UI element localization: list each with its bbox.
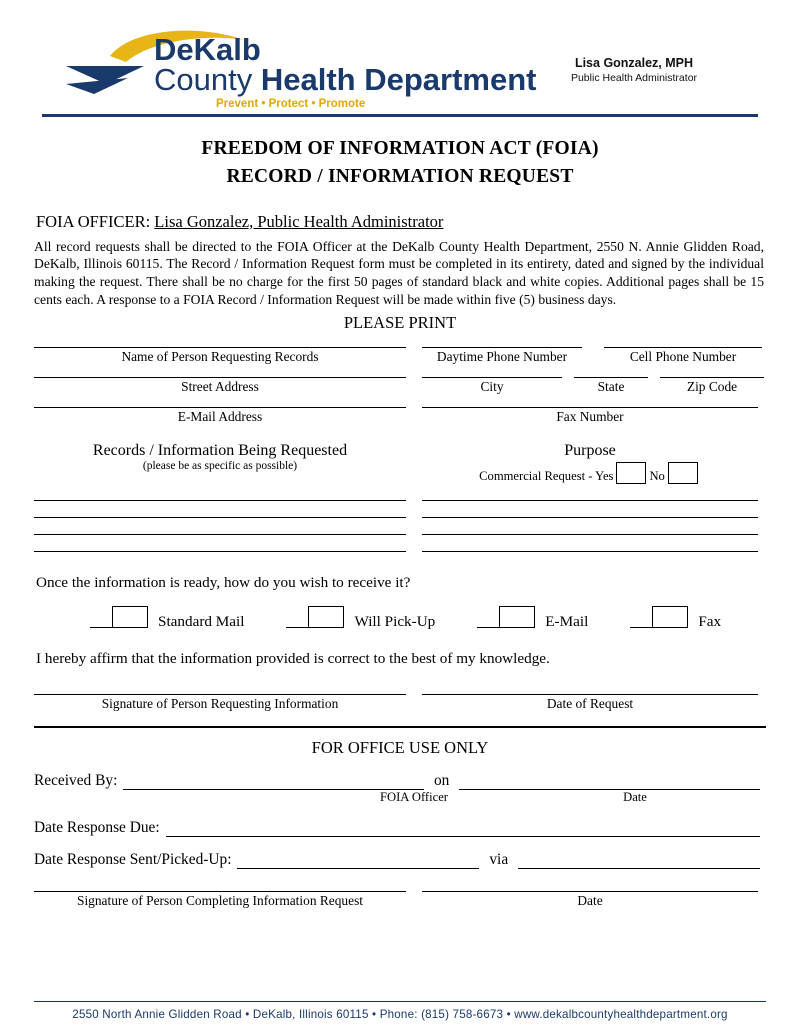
field-cell-phone xyxy=(604,347,762,365)
delivery-options xyxy=(34,606,766,631)
office-date-field xyxy=(422,891,758,909)
received-by-captions xyxy=(34,790,766,805)
date-response-sent-label: Date Response Sent/Picked-Up: xyxy=(34,850,232,868)
field-email xyxy=(34,407,406,425)
street-caption: Street Address xyxy=(181,379,259,395)
purpose-line-1[interactable] xyxy=(422,500,758,501)
field-daytime-phone xyxy=(422,347,582,365)
on-label: on xyxy=(433,771,450,789)
records-purpose-block xyxy=(34,442,766,484)
delivery-option-will-pick-up[interactable] xyxy=(286,606,436,631)
delivery-question: Once the information is ready, how do you wish to receive it? xyxy=(36,573,411,591)
office-date-caption: Date xyxy=(577,892,603,908)
purpose-line-4-rule xyxy=(422,551,758,552)
field-row-name-phones xyxy=(34,347,766,365)
purpose-line-4[interactable] xyxy=(422,551,758,552)
footer-divider xyxy=(34,1001,766,1002)
administrator-name: Lisa Gonzalez, MPH xyxy=(574,56,694,70)
records-line-1-rule xyxy=(34,500,406,501)
requester-fields xyxy=(34,347,766,425)
date-response-due-input[interactable] xyxy=(166,822,760,837)
will-pick-up-stub xyxy=(286,615,308,628)
office-signature-row xyxy=(34,891,766,909)
date-response-due-label: Date Response Due: xyxy=(34,818,160,836)
office-signature-caption: Signature of Person Completing Information Request xyxy=(77,892,363,908)
date-response-sent-input[interactable] xyxy=(237,854,479,869)
purpose-line-2[interactable] xyxy=(422,517,758,518)
administrator-block xyxy=(514,56,754,85)
will-pick-up-label: Will Pick-Up xyxy=(354,613,436,631)
delivery-option-standard-mail[interactable] xyxy=(90,606,245,631)
dekalb-county-health-department-logo xyxy=(48,22,537,112)
write-row-1 xyxy=(34,500,766,501)
will-pick-up-checkbox[interactable] xyxy=(308,606,344,628)
foia-officer-line xyxy=(34,212,766,232)
via-input[interactable] xyxy=(518,854,760,869)
records-line-4-rule xyxy=(34,551,406,552)
email-caption: E-Mail Address xyxy=(177,409,263,425)
office-use-title: FOR OFFICE USE ONLY xyxy=(311,737,489,757)
requester-signature-caption: Signature of Person Requesting Information xyxy=(101,695,339,711)
records-line-1[interactable] xyxy=(34,500,406,501)
fax-checkbox[interactable] xyxy=(652,606,688,628)
please-print-label: PLEASE PRINT xyxy=(343,313,457,333)
request-date-caption: Date of Request xyxy=(546,695,634,711)
email-option-label: E-Mail xyxy=(545,613,589,631)
zip-caption: Zip Code xyxy=(686,379,738,395)
state-caption: State xyxy=(597,379,625,395)
purpose-heading-block xyxy=(422,442,758,484)
logo-graphic xyxy=(48,22,537,114)
field-row-address xyxy=(34,377,766,395)
purpose-line-1-rule xyxy=(422,500,758,501)
svg-text:County Health Department: County Health Department xyxy=(154,62,537,97)
records-line-3[interactable] xyxy=(34,534,406,535)
fax-option-label: Fax xyxy=(698,613,722,631)
field-state xyxy=(574,377,648,395)
name-caption: Name of Person Requesting Records xyxy=(121,349,319,365)
commercial-no-label: No xyxy=(649,468,665,483)
requester-signature-field xyxy=(34,694,406,712)
office-section-divider xyxy=(34,726,766,728)
received-by-row xyxy=(34,772,766,790)
commercial-request-row xyxy=(422,462,758,484)
svg-text:Prevent • Protect • Promote: Prevent • Protect • Promote xyxy=(216,98,366,110)
svg-text:DeKalb: DeKalb xyxy=(154,32,261,67)
received-date-caption: Date xyxy=(623,789,647,804)
commercial-yes-checkbox[interactable] xyxy=(616,462,646,484)
received-by-input[interactable] xyxy=(123,775,424,790)
delivery-option-fax[interactable] xyxy=(630,606,722,631)
date-response-sent-row xyxy=(34,851,766,869)
page-title xyxy=(34,135,766,192)
field-city xyxy=(422,377,562,395)
request-date-field xyxy=(422,694,758,712)
records-heading: Records / Information Being Requested xyxy=(92,441,348,459)
administrator-title: Public Health Administrator xyxy=(570,71,698,84)
write-row-4 xyxy=(34,551,766,552)
records-subheading: (please be as specific as possible) xyxy=(142,459,298,472)
page-title-line2: RECORD / INFORMATION REQUEST xyxy=(226,166,574,188)
field-name xyxy=(34,347,406,365)
delivery-option-email[interactable] xyxy=(477,606,589,631)
records-heading-block xyxy=(34,442,406,484)
write-row-2 xyxy=(34,517,766,518)
purpose-heading: Purpose xyxy=(564,441,616,459)
received-date-input[interactable] xyxy=(459,775,760,790)
affirmation-statement: I hereby affirm that the information provided is correct to the best of my knowledge. xyxy=(36,649,550,667)
header-divider xyxy=(42,114,758,117)
fax-option-stub xyxy=(630,615,652,628)
intro-paragraph: All record requests shall be directed to the FOIA Officer at the DeKalb County Health Department, 2550 N. Annie Glidden Road, DeKalb, Illinois 60115. The Record / Information Request form must be completed in its entirety, dated and signed by the individual making the request. There shall be no charge for the first 50 pages of standard black and white copies. Additional pages shall be 15 cents each. A response to a FOIA Record / Information Request will be made within five (5) business days. xyxy=(34,238,764,308)
footer-contact-text: 2550 North Annie Glidden Road • DeKalb, Illinois 60115 • Phone: (815) 758-6673 • www.dekalbcountyhealthdepartment.org xyxy=(72,1008,728,1021)
received-by-label: Received By: xyxy=(34,771,118,789)
commercial-request-label: Commercial Request - Yes xyxy=(479,468,614,483)
records-line-3-rule xyxy=(34,534,406,535)
via-label: via xyxy=(489,850,509,868)
foia-officer-label: FOIA OFFICER: xyxy=(36,211,155,231)
fax-caption: Fax Number xyxy=(556,409,624,425)
office-signature-field xyxy=(34,891,406,909)
page-footer xyxy=(34,1001,766,1021)
field-street xyxy=(34,377,406,395)
records-line-2[interactable] xyxy=(34,517,406,518)
field-fax xyxy=(422,407,758,425)
purpose-line-3-rule xyxy=(422,534,758,535)
standard-mail-stub xyxy=(90,615,112,628)
field-zip xyxy=(660,377,764,395)
standard-mail-label: Standard Mail xyxy=(158,613,245,631)
date-response-due-row xyxy=(34,819,766,837)
records-purpose-write-lines xyxy=(34,500,766,552)
standard-mail-checkbox[interactable] xyxy=(112,606,148,628)
daytime-phone-caption: Daytime Phone Number xyxy=(436,349,568,365)
purpose-line-2-rule xyxy=(422,517,758,518)
signature-row xyxy=(34,694,766,712)
foia-officer-value: Lisa Gonzalez, Public Health Administrator xyxy=(154,211,444,231)
field-row-email-fax xyxy=(34,407,766,425)
purpose-line-3[interactable] xyxy=(422,534,758,535)
records-line-2-rule xyxy=(34,517,406,518)
page-title-line1: FREEDOM OF INFORMATION ACT (FOIA) xyxy=(201,138,599,159)
foia-officer-caption: FOIA Officer xyxy=(380,789,448,804)
city-caption: City xyxy=(480,379,504,395)
page-header xyxy=(34,0,766,112)
email-checkbox[interactable] xyxy=(499,606,535,628)
write-row-3 xyxy=(34,534,766,535)
email-option-stub xyxy=(477,615,499,628)
cell-phone-caption: Cell Phone Number xyxy=(629,349,737,365)
commercial-no-checkbox[interactable] xyxy=(668,462,698,484)
records-line-4[interactable] xyxy=(34,551,406,552)
